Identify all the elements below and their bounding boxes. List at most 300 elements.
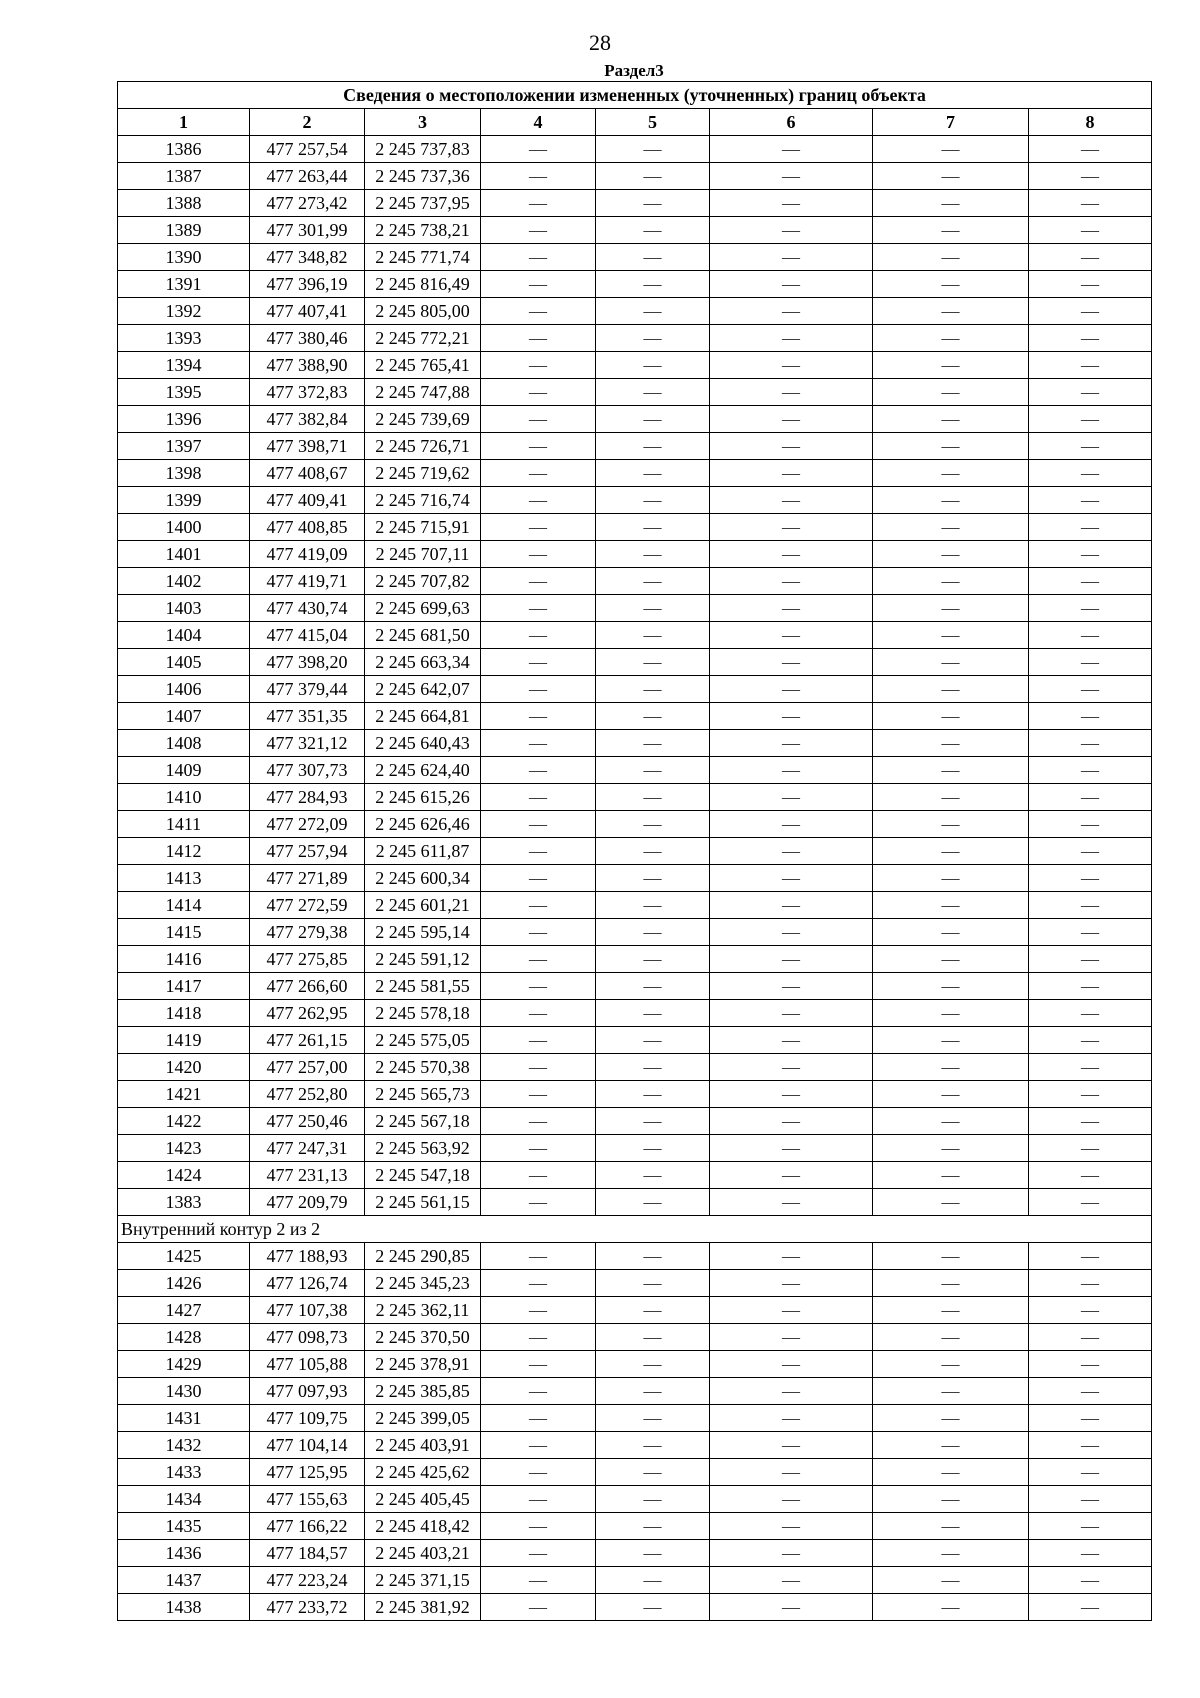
cell-col-7: — xyxy=(873,1540,1029,1567)
cell-col-6: — xyxy=(710,217,873,244)
cell-col-3: 2 245 345,23 xyxy=(365,1270,481,1297)
cell-col-5: — xyxy=(596,1324,710,1351)
cell-col-3: 2 245 381,92 xyxy=(365,1594,481,1621)
cell-col-6: — xyxy=(710,676,873,703)
cell-col-3: 2 245 601,21 xyxy=(365,892,481,919)
cell-col-7: — xyxy=(873,919,1029,946)
cell-col-6: — xyxy=(710,406,873,433)
cell-col-6: — xyxy=(710,352,873,379)
cell-col-1: 1418 xyxy=(118,1000,250,1027)
cell-col-1: 1429 xyxy=(118,1351,250,1378)
table-row xyxy=(118,1540,1152,1567)
cell-col-8: — xyxy=(1029,1081,1152,1108)
table-row xyxy=(118,730,1152,757)
table-row xyxy=(118,325,1152,352)
cell-col-1: 1403 xyxy=(118,595,250,622)
cell-col-5: — xyxy=(596,1432,710,1459)
cell-col-8: — xyxy=(1029,676,1152,703)
cell-col-1: 1396 xyxy=(118,406,250,433)
cell-col-3: 2 245 664,81 xyxy=(365,703,481,730)
cell-col-5: — xyxy=(596,811,710,838)
cell-col-2: 477 126,74 xyxy=(250,1270,365,1297)
cell-col-8: — xyxy=(1029,892,1152,919)
cell-col-4: — xyxy=(481,1378,596,1405)
cell-col-2: 477 250,46 xyxy=(250,1108,365,1135)
cell-col-6: — xyxy=(710,1054,873,1081)
cell-col-5: — xyxy=(596,541,710,568)
cell-col-6: — xyxy=(710,1432,873,1459)
cell-col-4: — xyxy=(481,703,596,730)
cell-col-3: 2 245 385,85 xyxy=(365,1378,481,1405)
cell-col-6: — xyxy=(710,1270,873,1297)
cell-col-3: 2 245 739,69 xyxy=(365,406,481,433)
table-row xyxy=(118,1081,1152,1108)
cell-col-8: — xyxy=(1029,190,1152,217)
cell-col-2: 477 396,19 xyxy=(250,271,365,298)
column-header-1: 1 xyxy=(118,109,250,136)
table-row xyxy=(118,892,1152,919)
cell-col-6: — xyxy=(710,1486,873,1513)
cell-col-4: — xyxy=(481,1108,596,1135)
table-row xyxy=(118,703,1152,730)
cell-col-7: — xyxy=(873,865,1029,892)
cell-col-2: 477 372,83 xyxy=(250,379,365,406)
cell-col-2: 477 415,04 xyxy=(250,622,365,649)
page-number: 28 xyxy=(589,30,611,55)
table-caption: Сведения о местоположении измененных (уточненных) границ объекта xyxy=(118,82,1152,109)
cell-col-4: — xyxy=(481,1270,596,1297)
cell-col-5: — xyxy=(596,325,710,352)
cell-col-1: 1432 xyxy=(118,1432,250,1459)
cell-col-5: — xyxy=(596,838,710,865)
cell-col-5: — xyxy=(596,460,710,487)
cell-col-8: — xyxy=(1029,568,1152,595)
cell-col-8: — xyxy=(1029,838,1152,865)
table-row xyxy=(118,1459,1152,1486)
cell-col-8: — xyxy=(1029,730,1152,757)
cell-col-2: 477 257,00 xyxy=(250,1054,365,1081)
table-row xyxy=(118,1189,1152,1216)
cell-col-1: 1423 xyxy=(118,1135,250,1162)
cell-col-8: — xyxy=(1029,865,1152,892)
cell-col-4: — xyxy=(481,460,596,487)
cell-col-4: — xyxy=(481,325,596,352)
cell-col-5: — xyxy=(596,514,710,541)
cell-col-2: 477 231,13 xyxy=(250,1162,365,1189)
cell-col-3: 2 245 681,50 xyxy=(365,622,481,649)
cell-col-4: — xyxy=(481,595,596,622)
cell-col-1: 1412 xyxy=(118,838,250,865)
cell-col-7: — xyxy=(873,1432,1029,1459)
cell-col-5: — xyxy=(596,271,710,298)
cell-col-6: — xyxy=(710,757,873,784)
cell-col-3: 2 245 738,21 xyxy=(365,217,481,244)
cell-col-4: — xyxy=(481,757,596,784)
cell-col-5: — xyxy=(596,676,710,703)
cell-col-3: 2 245 663,34 xyxy=(365,649,481,676)
cell-col-4: — xyxy=(481,1459,596,1486)
cell-col-2: 477 125,95 xyxy=(250,1459,365,1486)
table-row xyxy=(118,352,1152,379)
cell-col-1: 1399 xyxy=(118,487,250,514)
cell-col-3: 2 245 362,11 xyxy=(365,1297,481,1324)
cell-col-2: 477 430,74 xyxy=(250,595,365,622)
cell-col-7: — xyxy=(873,784,1029,811)
cell-col-5: — xyxy=(596,595,710,622)
cell-col-8: — xyxy=(1029,1297,1152,1324)
cell-col-6: — xyxy=(710,568,873,595)
table-row xyxy=(118,1567,1152,1594)
cell-col-8: — xyxy=(1029,703,1152,730)
cell-col-6: — xyxy=(710,1351,873,1378)
cell-col-2: 477 273,42 xyxy=(250,190,365,217)
cell-col-6: — xyxy=(710,325,873,352)
cell-col-4: — xyxy=(481,919,596,946)
cell-col-5: — xyxy=(596,190,710,217)
cell-col-2: 477 188,93 xyxy=(250,1243,365,1270)
cell-col-8: — xyxy=(1029,1432,1152,1459)
cell-col-8: — xyxy=(1029,595,1152,622)
cell-col-1: 1428 xyxy=(118,1324,250,1351)
contour-heading-row xyxy=(118,1216,1152,1243)
cell-col-6: — xyxy=(710,541,873,568)
cell-col-7: — xyxy=(873,811,1029,838)
cell-col-4: — xyxy=(481,163,596,190)
cell-col-8: — xyxy=(1029,379,1152,406)
table-row xyxy=(118,1162,1152,1189)
cell-col-7: — xyxy=(873,1378,1029,1405)
cell-col-3: 2 245 737,83 xyxy=(365,136,481,163)
contour-heading: Внутренний контур 2 из 2 xyxy=(118,1216,1152,1243)
table-row xyxy=(118,865,1152,892)
cell-col-5: — xyxy=(596,757,710,784)
cell-col-2: 477 321,12 xyxy=(250,730,365,757)
cell-col-3: 2 245 403,21 xyxy=(365,1540,481,1567)
table-row xyxy=(118,460,1152,487)
cell-col-5: — xyxy=(596,730,710,757)
column-header-3: 3 xyxy=(365,109,481,136)
cell-col-3: 2 245 591,12 xyxy=(365,946,481,973)
cell-col-3: 2 245 611,87 xyxy=(365,838,481,865)
cell-col-3: 2 245 642,07 xyxy=(365,676,481,703)
cell-col-3: 2 245 626,46 xyxy=(365,811,481,838)
table-row xyxy=(118,811,1152,838)
cell-col-5: — xyxy=(596,1270,710,1297)
cell-col-2: 477 279,38 xyxy=(250,919,365,946)
cell-col-8: — xyxy=(1029,325,1152,352)
table-row xyxy=(118,649,1152,676)
cell-col-1: 1438 xyxy=(118,1594,250,1621)
cell-col-8: — xyxy=(1029,1135,1152,1162)
cell-col-7: — xyxy=(873,1108,1029,1135)
cell-col-2: 477 380,46 xyxy=(250,325,365,352)
table-row xyxy=(118,946,1152,973)
cell-col-7: — xyxy=(873,568,1029,595)
cell-col-6: — xyxy=(710,1108,873,1135)
cell-col-7: — xyxy=(873,136,1029,163)
cell-col-1: 1421 xyxy=(118,1081,250,1108)
cell-col-5: — xyxy=(596,946,710,973)
cell-col-1: 1400 xyxy=(118,514,250,541)
cell-col-5: — xyxy=(596,892,710,919)
cell-col-1: 1406 xyxy=(118,676,250,703)
cell-col-1: 1414 xyxy=(118,892,250,919)
cell-col-4: — xyxy=(481,433,596,460)
cell-col-7: — xyxy=(873,595,1029,622)
cell-col-7: — xyxy=(873,352,1029,379)
cell-col-6: — xyxy=(710,1405,873,1432)
cell-col-6: — xyxy=(710,1567,873,1594)
cell-col-8: — xyxy=(1029,1378,1152,1405)
cell-col-7: — xyxy=(873,190,1029,217)
cell-col-6: — xyxy=(710,865,873,892)
cell-col-3: 2 245 624,40 xyxy=(365,757,481,784)
cell-col-8: — xyxy=(1029,784,1152,811)
table-row xyxy=(118,1135,1152,1162)
cell-col-4: — xyxy=(481,406,596,433)
cell-col-2: 477 351,35 xyxy=(250,703,365,730)
cell-col-2: 477 105,88 xyxy=(250,1351,365,1378)
cell-col-8: — xyxy=(1029,1351,1152,1378)
cell-col-8: — xyxy=(1029,1540,1152,1567)
cell-col-3: 2 245 371,15 xyxy=(365,1567,481,1594)
cell-col-1: 1424 xyxy=(118,1162,250,1189)
cell-col-1: 1391 xyxy=(118,271,250,298)
cell-col-8: — xyxy=(1029,1108,1152,1135)
table-row xyxy=(118,541,1152,568)
cell-col-2: 477 272,09 xyxy=(250,811,365,838)
cell-col-1: 1405 xyxy=(118,649,250,676)
cell-col-3: 2 245 570,38 xyxy=(365,1054,481,1081)
cell-col-4: — xyxy=(481,730,596,757)
cell-col-4: — xyxy=(481,217,596,244)
table-row xyxy=(118,1351,1152,1378)
cell-col-1: 1404 xyxy=(118,622,250,649)
cell-col-1: 1435 xyxy=(118,1513,250,1540)
table-row xyxy=(118,784,1152,811)
cell-col-4: — xyxy=(481,271,596,298)
table-row xyxy=(118,1243,1152,1270)
cell-col-5: — xyxy=(596,298,710,325)
column-header-8: 8 xyxy=(1029,109,1152,136)
section-label: Раздел3 xyxy=(604,61,664,80)
table-row xyxy=(118,1432,1152,1459)
cell-col-1: 1390 xyxy=(118,244,250,271)
cell-col-3: 2 245 547,18 xyxy=(365,1162,481,1189)
column-header-6: 6 xyxy=(710,109,873,136)
cell-col-8: — xyxy=(1029,1324,1152,1351)
cell-col-1: 1436 xyxy=(118,1540,250,1567)
cell-col-4: — xyxy=(481,1162,596,1189)
cell-col-1: 1408 xyxy=(118,730,250,757)
cell-col-7: — xyxy=(873,406,1029,433)
cell-col-4: — xyxy=(481,1567,596,1594)
cell-col-7: — xyxy=(873,676,1029,703)
cell-col-4: — xyxy=(481,190,596,217)
cell-col-8: — xyxy=(1029,433,1152,460)
table-row xyxy=(118,163,1152,190)
cell-col-8: — xyxy=(1029,919,1152,946)
cell-col-4: — xyxy=(481,676,596,703)
cell-col-7: — xyxy=(873,1351,1029,1378)
cell-col-2: 477 408,67 xyxy=(250,460,365,487)
cell-col-4: — xyxy=(481,649,596,676)
cell-col-2: 477 209,79 xyxy=(250,1189,365,1216)
cell-col-7: — xyxy=(873,1027,1029,1054)
cell-col-7: — xyxy=(873,1054,1029,1081)
cell-col-8: — xyxy=(1029,217,1152,244)
cell-col-6: — xyxy=(710,649,873,676)
table-row xyxy=(118,487,1152,514)
cell-col-5: — xyxy=(596,1243,710,1270)
cell-col-3: 2 245 615,26 xyxy=(365,784,481,811)
cell-col-3: 2 245 737,36 xyxy=(365,163,481,190)
cell-col-2: 477 233,72 xyxy=(250,1594,365,1621)
table-row xyxy=(118,622,1152,649)
table-row xyxy=(118,271,1152,298)
cell-col-3: 2 245 425,62 xyxy=(365,1459,481,1486)
cell-col-8: — xyxy=(1029,1594,1152,1621)
cell-col-1: 1416 xyxy=(118,946,250,973)
cell-col-3: 2 245 399,05 xyxy=(365,1405,481,1432)
cell-col-1: 1420 xyxy=(118,1054,250,1081)
cell-col-6: — xyxy=(710,892,873,919)
cell-col-5: — xyxy=(596,568,710,595)
cell-col-8: — xyxy=(1029,649,1152,676)
cell-col-7: — xyxy=(873,757,1029,784)
cell-col-8: — xyxy=(1029,541,1152,568)
cell-col-8: — xyxy=(1029,514,1152,541)
cell-col-3: 2 245 378,91 xyxy=(365,1351,481,1378)
table-row xyxy=(118,595,1152,622)
column-header-4: 4 xyxy=(481,109,596,136)
cell-col-2: 477 098,73 xyxy=(250,1324,365,1351)
cell-col-2: 477 271,89 xyxy=(250,865,365,892)
cell-col-4: — xyxy=(481,298,596,325)
table-row xyxy=(118,1054,1152,1081)
cell-col-6: — xyxy=(710,784,873,811)
cell-col-2: 477 275,85 xyxy=(250,946,365,973)
cell-col-4: — xyxy=(481,244,596,271)
cell-col-8: — xyxy=(1029,1027,1152,1054)
cell-col-7: — xyxy=(873,1000,1029,1027)
cell-col-5: — xyxy=(596,1297,710,1324)
cell-col-6: — xyxy=(710,1135,873,1162)
cell-col-1: 1431 xyxy=(118,1405,250,1432)
cell-col-5: — xyxy=(596,1486,710,1513)
table-row xyxy=(118,190,1152,217)
cell-col-6: — xyxy=(710,433,873,460)
cell-col-2: 477 247,31 xyxy=(250,1135,365,1162)
cell-col-1: 1411 xyxy=(118,811,250,838)
column-header-5: 5 xyxy=(596,109,710,136)
cell-col-1: 1433 xyxy=(118,1459,250,1486)
cell-col-3: 2 245 816,49 xyxy=(365,271,481,298)
cell-col-8: — xyxy=(1029,1567,1152,1594)
cell-col-3: 2 245 403,91 xyxy=(365,1432,481,1459)
cell-col-5: — xyxy=(596,1378,710,1405)
cell-col-8: — xyxy=(1029,1189,1152,1216)
cell-col-4: — xyxy=(481,1540,596,1567)
cell-col-3: 2 245 771,74 xyxy=(365,244,481,271)
cell-col-5: — xyxy=(596,1459,710,1486)
cell-col-4: — xyxy=(481,487,596,514)
cell-col-6: — xyxy=(710,136,873,163)
cell-col-7: — xyxy=(873,892,1029,919)
cell-col-8: — xyxy=(1029,244,1152,271)
cell-col-6: — xyxy=(710,487,873,514)
cell-col-1: 1394 xyxy=(118,352,250,379)
cell-col-7: — xyxy=(873,1162,1029,1189)
cell-col-2: 477 262,95 xyxy=(250,1000,365,1027)
cell-col-4: — xyxy=(481,136,596,163)
cell-col-8: — xyxy=(1029,460,1152,487)
cell-col-1: 1393 xyxy=(118,325,250,352)
cell-col-6: — xyxy=(710,622,873,649)
cell-col-8: — xyxy=(1029,757,1152,784)
cell-col-8: — xyxy=(1029,973,1152,1000)
cell-col-6: — xyxy=(710,1297,873,1324)
cell-col-6: — xyxy=(710,703,873,730)
cell-col-2: 477 263,44 xyxy=(250,163,365,190)
cell-col-5: — xyxy=(596,379,710,406)
cell-col-7: — xyxy=(873,217,1029,244)
cell-col-2: 477 379,44 xyxy=(250,676,365,703)
cell-col-2: 477 223,24 xyxy=(250,1567,365,1594)
cell-col-8: — xyxy=(1029,1513,1152,1540)
cell-col-4: — xyxy=(481,352,596,379)
cell-col-3: 2 245 595,14 xyxy=(365,919,481,946)
cell-col-1: 1392 xyxy=(118,298,250,325)
cell-col-1: 1413 xyxy=(118,865,250,892)
cell-col-1: 1395 xyxy=(118,379,250,406)
cell-col-5: — xyxy=(596,919,710,946)
cell-col-3: 2 245 290,85 xyxy=(365,1243,481,1270)
cell-col-3: 2 245 581,55 xyxy=(365,973,481,1000)
cell-col-7: — xyxy=(873,1459,1029,1486)
cell-col-5: — xyxy=(596,136,710,163)
cell-col-8: — xyxy=(1029,946,1152,973)
table-row xyxy=(118,1270,1152,1297)
table-row xyxy=(118,1405,1152,1432)
cell-col-7: — xyxy=(873,460,1029,487)
cell-col-1: 1383 xyxy=(118,1189,250,1216)
cell-col-8: — xyxy=(1029,1405,1152,1432)
cell-col-7: — xyxy=(873,298,1029,325)
cell-col-1: 1386 xyxy=(118,136,250,163)
cell-col-5: — xyxy=(596,703,710,730)
cell-col-2: 477 184,57 xyxy=(250,1540,365,1567)
cell-col-6: — xyxy=(710,460,873,487)
cell-col-3: 2 245 765,41 xyxy=(365,352,481,379)
cell-col-6: — xyxy=(710,811,873,838)
table-header-row xyxy=(118,109,1152,136)
cell-col-6: — xyxy=(710,1324,873,1351)
cell-col-7: — xyxy=(873,1135,1029,1162)
cell-col-7: — xyxy=(873,487,1029,514)
cell-col-7: — xyxy=(873,514,1029,541)
cell-col-6: — xyxy=(710,919,873,946)
cell-col-1: 1401 xyxy=(118,541,250,568)
cell-col-6: — xyxy=(710,271,873,298)
table-row xyxy=(118,136,1152,163)
cell-col-6: — xyxy=(710,595,873,622)
cell-col-4: — xyxy=(481,568,596,595)
cell-col-6: — xyxy=(710,946,873,973)
table-caption-row xyxy=(118,82,1152,109)
table-row xyxy=(118,298,1152,325)
cell-col-3: 2 245 719,62 xyxy=(365,460,481,487)
